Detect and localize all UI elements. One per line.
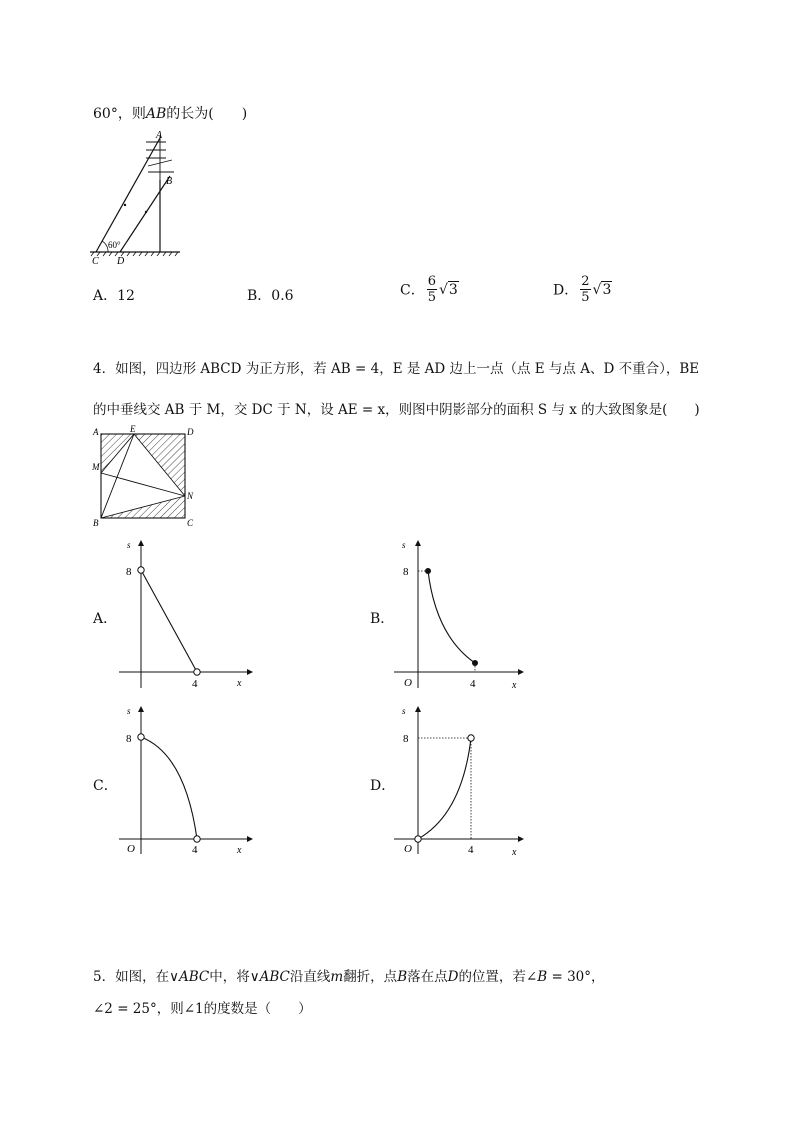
q3-stem-prefix: 60°，则 — [93, 106, 146, 122]
q5-point-b: B — [397, 969, 408, 985]
q3-label-b: B — [166, 176, 173, 187]
q4-graph-c-origin: O — [127, 843, 135, 855]
q4-label-a: A — [93, 427, 99, 437]
q5-point-d: D — [447, 969, 459, 985]
q4-label-m: M — [92, 462, 100, 472]
q4-graph-d-origin: O — [404, 843, 412, 855]
q3-option-d-numerator: 2 — [581, 274, 590, 289]
q3-label-a: A — [156, 130, 163, 141]
q5-text-d: 翻折，点 — [343, 969, 398, 985]
q3-option-c-fraction — [427, 274, 437, 305]
q5-text-f: 的位置，若∠ — [458, 969, 538, 985]
q4-graph-a-y-tick: 8 — [126, 566, 132, 578]
q4-graph-b-y-label: s — [402, 540, 406, 550]
q5-stem-line2: ∠2 = 25°，则∠1的度数是（ ） — [93, 1001, 312, 1017]
q5-text-c: 沿直线 — [289, 969, 331, 985]
q4-graph-c-x-label: x — [237, 845, 242, 856]
q5-text-e: 落在点 — [407, 969, 448, 985]
q4-graph-c-y-tick: 8 — [126, 733, 132, 745]
q4-graph-a-x-tick: 4 — [192, 678, 198, 690]
q4-graph-a-label[interactable]: A． — [93, 611, 118, 627]
q3-option-d-sqrt: √3 — [592, 281, 612, 298]
q4-graph-d-y-tick: 8 — [403, 733, 409, 745]
q4-graph-a-x-label: x — [237, 678, 242, 689]
q4-stem-line2: 的中垂线交 AB 于 M，交 DC 于 N，设 AE = x，则图中阴影部分的面积 S 与 x 的大致图象是( ) — [93, 402, 700, 418]
q5-stem-line1 — [93, 965, 605, 985]
q4-graph-c-y-label: s — [127, 706, 131, 716]
q4-graph-b[interactable] — [390, 538, 530, 690]
q5-line-m: m — [330, 969, 344, 985]
q3-option-c[interactable] — [400, 274, 459, 305]
q4-graph-a[interactable] — [115, 538, 255, 690]
q3-option-c-sqrt: √3 — [439, 281, 458, 298]
q3-label-c: C — [92, 256, 99, 267]
q4-label-n: N — [187, 491, 194, 501]
q4-label-e: E — [130, 424, 136, 434]
q3-ladder-figure — [88, 128, 188, 268]
q3-option-d[interactable] — [553, 274, 612, 305]
q3-option-c-denominator: 5 — [427, 290, 436, 305]
q4-graph-c-label[interactable]: C． — [93, 778, 118, 794]
q5-angle-b: B — [537, 969, 548, 985]
q4-graph-b-label[interactable]: B． — [370, 611, 395, 627]
q4-graph-b-origin: O — [404, 677, 412, 689]
q5-text-g: = 30°， — [547, 969, 605, 985]
q3-option-b[interactable]: B．0.6 — [247, 288, 294, 304]
q5-triangle-1: ∨ABC — [169, 969, 210, 985]
q4-graph-d-x-label: x — [512, 847, 517, 858]
q4-label-b: B — [93, 518, 99, 528]
q4-graph-d-y-label: s — [402, 706, 406, 716]
q3-option-d-letter: D． — [553, 282, 579, 299]
q3-stem — [93, 103, 247, 123]
q4-label-d: D — [187, 427, 194, 437]
q4-graph-b-y-tick: 8 — [403, 566, 409, 578]
q3-option-c-radicand: 3 — [448, 281, 458, 298]
q4-square-figure — [90, 425, 200, 533]
q3-option-a[interactable]: A．12 — [93, 288, 135, 304]
q4-graph-b-x-label: x — [512, 680, 517, 691]
q5-text-a: 5．如图，在 — [93, 969, 170, 985]
q5-triangle-2: ∨ABC — [249, 969, 290, 985]
q4-graph-d-x-tick: 4 — [468, 844, 474, 856]
q4-graph-d-label[interactable]: D． — [370, 778, 396, 794]
q3-stem-suffix: 的长为( ) — [166, 106, 248, 122]
q4-graph-b-x-tick: 4 — [470, 678, 476, 690]
q4-graph-a-y-label: s — [127, 540, 131, 550]
q3-option-d-fraction — [580, 274, 590, 305]
q4-graph-d[interactable] — [390, 704, 530, 856]
q3-option-d-denominator: 5 — [581, 290, 590, 305]
q5-text-b: 中，将 — [209, 969, 250, 985]
q4-graph-c-x-tick: 4 — [192, 844, 198, 856]
q4-graph-c[interactable] — [115, 704, 255, 856]
q3-label-angle: 60° — [108, 240, 121, 250]
q3-option-d-radicand: 3 — [602, 281, 612, 298]
q3-stem-var: AB — [145, 106, 167, 122]
q3-option-c-letter: C． — [400, 282, 425, 299]
q4-label-c: C — [187, 518, 194, 528]
q3-label-d: D — [117, 256, 125, 267]
q4-stem-line1: 4．如图，四边形 ABCD 为正方形，若 AB = 4，E 是 AD 边上一点（点 E 与点 A、D 不重合），BE — [93, 361, 700, 377]
q3-option-c-numerator: 6 — [427, 274, 436, 289]
